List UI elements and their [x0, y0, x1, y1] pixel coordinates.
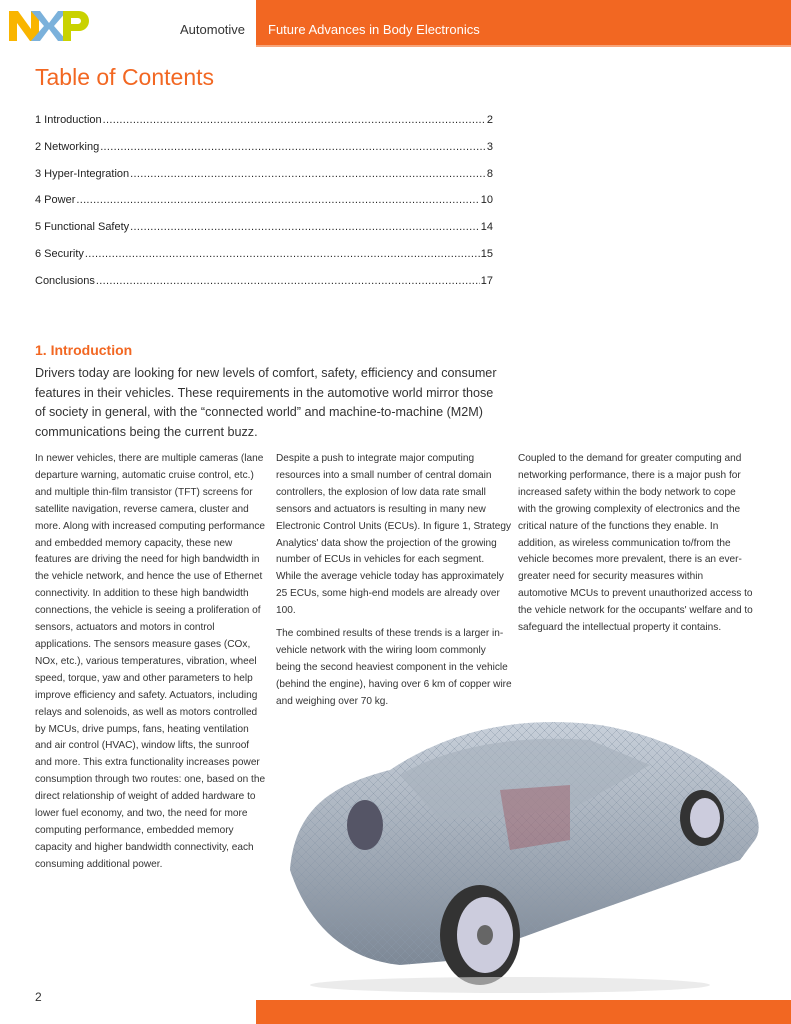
toc-entry[interactable]: [35, 248, 493, 260]
toc-label: Conclusions: [35, 274, 95, 287]
toc-entry[interactable]: [35, 114, 493, 126]
column-3: [518, 451, 754, 643]
intro-paragraph: Drivers today are looking for new levels of comfort, safety, efficiency and consumer features in their vehicles. These requirements in the automotive world mirror those of society in general, with the “connected world” and machine-to-machine (M2M) communications being the current buzz.: [35, 366, 497, 439]
toc-label: 1 Introduction: [35, 114, 102, 126]
toc-page: 15: [480, 248, 493, 260]
toc-page: 2: [486, 114, 493, 126]
toc-entry[interactable]: [35, 194, 493, 206]
toc-leader: [130, 168, 486, 180]
toc-page: 8: [486, 167, 493, 180]
paragraph: Despite a push to integrate major computing resources into a small number of central domain controllers, the explosion of low data rate small sensors and actuators is resulting in many new Electronic Control Units (ECUs). In figure 1, Strategy Analytics' data show the projection of the growing number of ECUs in vehicles for each segment. While the average vehicle today has approximately 25 ECUs, some high-end models are already over 100.: [276, 453, 512, 617]
column-1: [35, 451, 267, 880]
toc-leader: [100, 141, 486, 153]
section-heading: 1. Introduction: [35, 342, 133, 358]
toc-entry[interactable]: [35, 221, 493, 233]
toc-leader: [130, 221, 480, 233]
toc-leader: [76, 194, 479, 206]
footer-bar: [256, 1000, 791, 1024]
toc-entry[interactable]: [35, 168, 493, 180]
toc-label: 3 Hyper-Integration: [35, 167, 130, 180]
paragraph: The combined results of these trends is a larger in-vehicle network with the wiring loom commonly being the second heaviest component in the vehicle (behind the engine), having over 6 km of copper wire and weighing over 70 kg.: [276, 628, 512, 707]
header-section: Automotive: [180, 22, 246, 37]
page-number: 2: [35, 990, 42, 1004]
toc-page: 17: [480, 274, 493, 287]
toc-entry[interactable]: [35, 275, 493, 287]
header-banner: [256, 0, 791, 47]
toc-leader: [85, 248, 480, 260]
toc-entry[interactable]: [35, 141, 493, 153]
document-title: Future Advances in Body Electronics: [268, 22, 480, 37]
toc-title: Table of Contents: [35, 64, 215, 90]
wireframe-car-image: [270, 690, 765, 995]
toc-page: 3: [486, 140, 493, 153]
toc-label: 5 Functional Safety: [35, 221, 130, 234]
toc-page: 10: [480, 194, 493, 207]
column-2: [276, 451, 512, 717]
toc-leader: [96, 275, 480, 287]
toc-page: 14: [480, 221, 493, 234]
toc-label: 4 Power: [35, 194, 76, 207]
paragraph: In newer vehicles, there are multiple cameras (lane departure warning, automatic cruise control, etc.) and multiple thin-film transistor (TFT) screens for satellite navigation, reverse camera, cluster and more. Along with increased computing performance and embedded memory capacity, these new features are driving the need for high bandwidth in the vehicle network, and hence the use of Ethernet connectivity. In addition to these high bandwidth connections, the vehicle is seeing a proliferation of sensors, actuators and motors in control applications. The sensors measure gases (COx, NOx, etc.), various temperatures, vibration, wheel speed, torque, yaw and other parameters to help improve efficiency and safety. Actuators, including relays and solenoids, as well as motors controlled by MCUs, drive pumps, fans, heating ventilation and air control (HVAC), window lifts, the sunroof and more. This extra functionality increases power consumption through two routes: one, based on the direct relationship of weight of added hardware to lower fuel economy, and two, the need for more computing performance, embedded memory capacity and higher bandwidth connectivity, each consuming additional power.: [35, 453, 266, 870]
toc-leader: [103, 114, 486, 126]
toc-label: 6 Security: [35, 248, 84, 260]
nxp-logo: [9, 11, 89, 41]
paragraph: Coupled to the demand for greater computing and networking performance, there is a major push for increased safety within the body network to cope with the growing complexity of electronics and the critical nature of the functions they enable. In addition, as wireless communication to/from the vehicle becomes more prevalent, there is an ever-greater need for security measures within automotive MCUs to prevent unauthorized access to the vehicle network for the occupants' welfare and to safeguard the intellectual property it contains.: [518, 453, 753, 634]
toc-label: 2 Networking: [35, 140, 100, 153]
